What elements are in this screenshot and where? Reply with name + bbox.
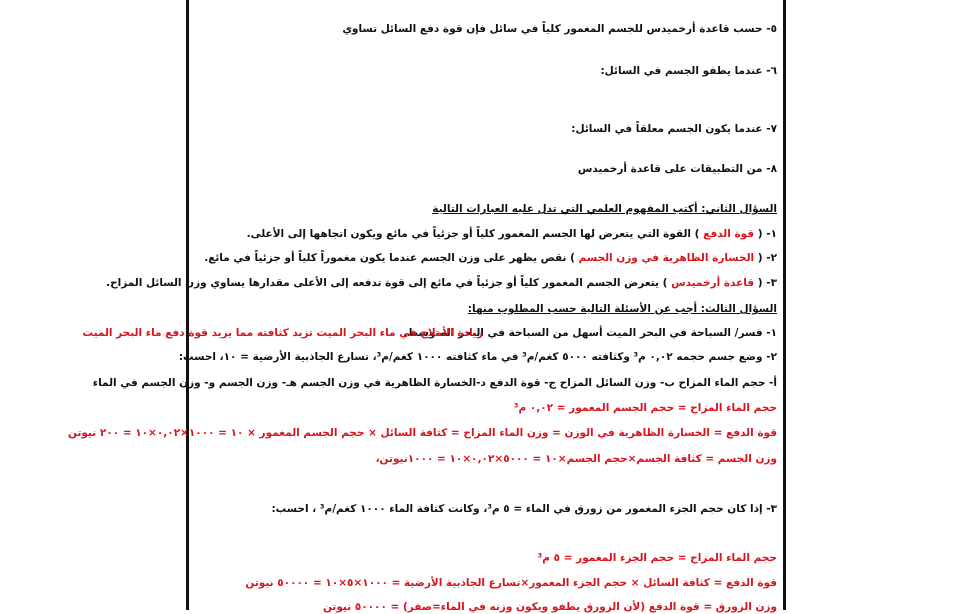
problem-3-answer-3: وزن الزورق = قوة الدفع (لأن الزورق يطفو ويكون وزنه في الماء=صفر) = ٥٠٠٠٠ نيوتن — [322, 601, 777, 613]
concept-3-number: ٣- ( — [757, 277, 777, 289]
section-3-heading: السؤال الثالث: أجب عن الأسئلة التالية حسب المطلوب منها: — [467, 303, 777, 315]
worksheet-page — [68, 0, 783, 613]
problem-2-answer-1: حجم الماء المزاح = حجم الجسم المغمور = ٠,٠٢ م³ — [513, 402, 777, 414]
concept-3-text: ) يتعرض الجسم المغمور كلياً أو جزئياً في مائع إلى قوة تدفعه إلى الأعلى مقدارها يساوي وزن السائل المزاح. — [106, 277, 668, 289]
section-2-heading: السؤال الثاني: أكتب المفهوم العلمي التي تدل عليه العبارات التالية — [432, 203, 777, 215]
concept-1 — [195, 227, 777, 241]
concept-1-text: ) القوة التي يتعرض لها الجسم المغمور كلياً أو جزئياً في مائع ويكون اتجاهها إلى الأعلى. — [246, 228, 700, 240]
concept-3-answer: قاعدة أرخميدس — [671, 277, 755, 289]
concept-2-answer: الخسارة الظاهرية في وزن الجسم — [578, 252, 755, 264]
concept-1-number: ١- ( — [757, 228, 777, 240]
problem-3-answer-2: قوة الدفع = كثافة السائل × حجم الجزء المغمور×تسارع الجاذبية الأرضية = ١٠٠٠×٥×١٠ = ٥٠٠٠٠ نيوتن — [245, 577, 777, 589]
problem-3-answer-1: حجم الماء المزاح = حجم الجزء المغمور = ٥ م³ — [537, 552, 777, 564]
problem-2-parts: أ- حجم الماء المزاح ب- وزن السائل المزاح ج- قوة الدفع د-الخسارة الظاهرية في وزن الجسم هـ- وزن الجسم و- وزن الجسم في الماء — [92, 377, 777, 389]
question-8: ٨- من التطبيقات على قاعدة أرخميدس — [577, 163, 777, 175]
concept-2-text: ) نقص يظهر على وزن الجسم عندما يكون مغموراً كلياً أو جزئياً في مائع. — [204, 252, 575, 264]
question-5: ٥- حسب قاعدة أرخميدس للجسم المغمور كلياً في سائل فإن قوة دفع السائل تساوي — [342, 23, 777, 35]
concept-3 — [106, 276, 777, 290]
problem-2: ٢- وضع جسم حجمه ٠,٠٢ م³ وكثافته ٥٠٠٠ كغم/م³ في ماء كثافته ١٠٠٠ كغم/م³، تسارع الجاذبية الأرضية = ١٠، احسب: — [178, 351, 777, 363]
concept-1-answer: قوة الدفع — [703, 228, 755, 240]
problem-2-answer-2: قوة الدفع = الخسارة الظاهرية في الوزن = وزن الماء المزاح = كثافة السائل × حجم الجسم المغمور × ١٠ = ١٠٠٠×٠,٠٢×١٠ = ٢٠٠ نيوتن — [68, 427, 777, 439]
right-page-border — [783, 0, 786, 610]
concept-2 — [195, 251, 777, 265]
problem-3: ٣- إذا كان حجم الجزء المغمور من زورق في الماء = ٥ م³، وكانت كثافة الماء ١٠٠٠ كغم/م³ ، احسب: — [271, 503, 777, 515]
concept-2-number: ٢- ( — [757, 252, 777, 264]
explain-question: ١- فسر/ السباحة في البحر الميت أسهل من السباحة في البحر المتوسط. — [403, 327, 777, 339]
problem-2-answer-3: وزن الجسم = كثافة الجسم×حجم الجسم×١٠ = ٥٠٠٠×٠,٠٢×١٠ = ١٠٠٠نيوتن، — [375, 453, 777, 465]
question-7: ٧- عندما يكون الجسم معلقاً في السائل: — [571, 123, 777, 135]
question-6: ٦- عندما يطفو الجسم في السائل: — [600, 65, 777, 77]
explain-answer: زيادة الأملاح في ماء البحر الميت تزيد كثافته مما يزيد قوة دفع ماء البحر الميت — [82, 327, 483, 339]
